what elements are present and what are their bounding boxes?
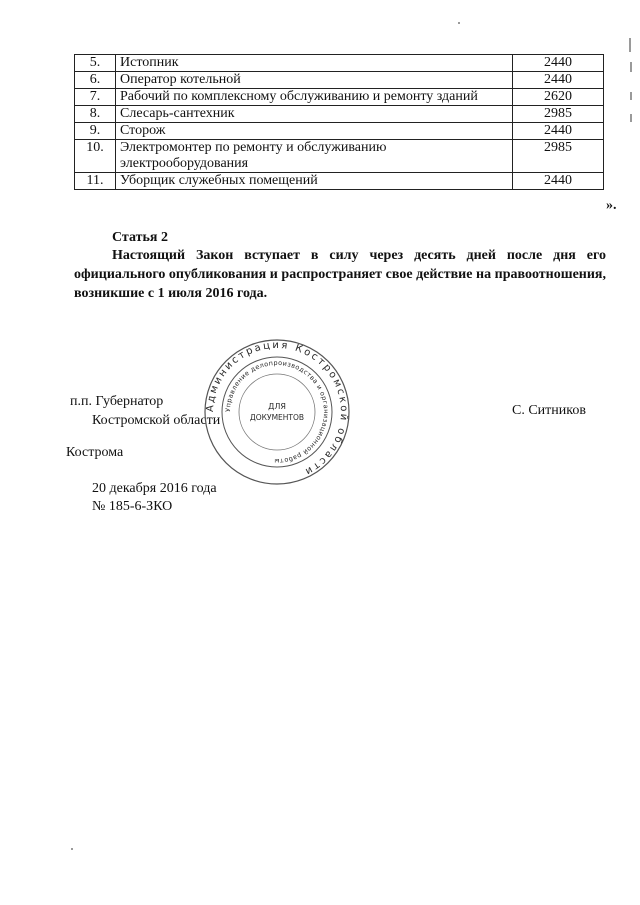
signature-position: п.п. Губернатор xyxy=(70,394,164,409)
signature-name: С. Ситников xyxy=(512,403,586,418)
position-value: 2985 xyxy=(513,140,604,173)
scan-edge-mark xyxy=(629,38,631,52)
scan-speck xyxy=(458,22,460,24)
table-row xyxy=(75,106,604,123)
stamp-inner-text: Управление делопроизводства и организационной работы xyxy=(223,358,331,466)
position-name: Истопник xyxy=(116,55,513,72)
stamp-center-line2: ДОКУМЕНТОВ xyxy=(249,413,305,422)
row-number: 10. xyxy=(75,140,116,173)
table-row xyxy=(75,55,604,72)
position-value: 2440 xyxy=(513,123,604,140)
quote-end-mark: ». xyxy=(606,198,617,213)
date-block xyxy=(92,480,217,516)
positions-table xyxy=(74,54,604,190)
position-name: Рабочий по комплексному обслуживанию и ремонту зданий xyxy=(116,89,513,106)
stamp-outer-text: Администрация Костромской области xyxy=(204,339,350,478)
city: Кострома xyxy=(66,445,124,460)
position-name: Уборщик служебных помещений xyxy=(116,173,513,190)
table-row xyxy=(75,140,604,173)
position-name: Электромонтер по ремонту и обслуживанию электрооборудования xyxy=(116,140,513,173)
article-text: Настоящий Закон вступает в силу через десять дней после дня его официального опубликования и распространяет свое действие на правоотношения, возникшие с 1 июля 2016 года. xyxy=(74,248,606,301)
position-value: 2620 xyxy=(513,89,604,106)
scan-edge-mark xyxy=(630,114,632,122)
table-row xyxy=(75,72,604,89)
document-date: 20 декабря 2016 года xyxy=(92,481,217,496)
row-number: 7. xyxy=(75,89,116,106)
article-title: Статья 2 xyxy=(112,230,168,245)
position-value: 2440 xyxy=(513,55,604,72)
table-row xyxy=(75,89,604,106)
signature-region: Костромской области xyxy=(92,413,221,428)
row-number: 9. xyxy=(75,123,116,140)
table-row xyxy=(75,173,604,190)
scan-speck xyxy=(71,848,73,850)
official-stamp xyxy=(203,338,351,486)
scan-edge-mark xyxy=(630,62,632,72)
row-number: 8. xyxy=(75,106,116,123)
row-number: 6. xyxy=(75,72,116,89)
stamp-center-line1: ДЛЯ xyxy=(268,402,286,411)
row-number: 11. xyxy=(75,173,116,190)
table-row xyxy=(75,123,604,140)
scan-edge-mark xyxy=(630,92,632,100)
law-number: № 185-6-ЗКО xyxy=(92,499,173,514)
position-value: 2440 xyxy=(513,72,604,89)
position-name: Оператор котельной xyxy=(116,72,513,89)
row-number: 5. xyxy=(75,55,116,72)
position-value: 2440 xyxy=(513,173,604,190)
position-name: Слесарь-сантехник xyxy=(116,106,513,123)
position-value: 2985 xyxy=(513,106,604,123)
signature-block xyxy=(70,392,220,430)
position-name: Сторож xyxy=(116,123,513,140)
